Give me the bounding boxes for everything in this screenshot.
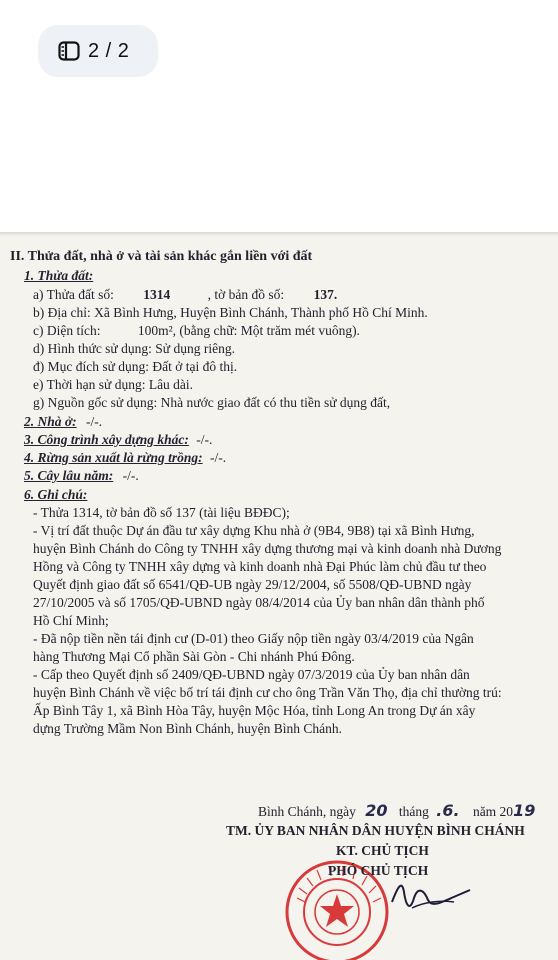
parcel-number: 1314 [143,287,171,302]
note-line: Ấp Bình Tây 1, xã Bình Hòa Tây, huyện Mộc Hóa, tỉnh Long An trong Dự án xây [33,703,476,718]
item3-heading: 3. Công trình xây dựng khác: [24,432,189,447]
note-line: - Đã nộp tiền nền tái định cư (D-01) theo Giấy nộp tiền ngày 03/4/2019 của Ngân [33,631,474,646]
signing-month: .6. [436,801,460,820]
signing-place-label: Bình Chánh, ngày [258,804,356,819]
page-edge [0,232,558,236]
signing-year-label: năm 20 [472,804,514,819]
signing-day: 20 [365,801,388,820]
item4-value: -/-. [209,450,227,465]
document-page [0,232,558,960]
note-line: Hồng và Công ty TNHH xây dựng và kinh doanh nhà Đại Phúc làm chủ đầu tư theo [33,559,487,574]
section-title: II. Thửa đất, nhà ở và tài sản khác gắn liền với đất [10,249,313,264]
note-line: 27/10/2005 và số 1705/QĐ-UBND ngày 08/4/2014 của Ủy ban nhân dân thành phố [33,595,485,610]
note-line: huyện Bình Chánh về việc bố trí tái định cư cho ông Trần Văn Thọ, địa chỉ thường trú: [33,685,502,700]
item4-heading: 4. Rừng sản xuất là rừng trồng: [24,450,203,465]
parcel-label: a) Thửa đất số: [33,287,114,302]
area-label: c) Diện tích: [33,323,101,338]
item2-row [24,413,102,431]
page-indicator-button[interactable] [38,25,158,77]
item2-value: -/-. [86,414,103,429]
signing-year: 19 [513,801,536,820]
usage-form-row: d) Hình thức sử dụng: Sử dụng riêng. [33,341,235,356]
item5-value: -/-. [122,468,139,483]
note-line: huyện Bình Chánh do Công ty TNHH xây dựng thương mại và kinh doanh nhà Dương [33,541,502,556]
note-line: - Thửa 1314, tờ bản đồ số 137 (tài liệu BĐĐC); [33,505,290,520]
usage-term-row: e) Thời hạn sử dụng: Lâu dài. [33,377,194,392]
note-line: Quyết định giao đất số 6541/QĐ-UB ngày 29/12/2004, số 5508/QĐ-UBND ngày [33,577,472,592]
signing-kt: KT. CHỦ TỊCH [336,843,429,858]
area-row [33,322,360,340]
map-sheet-number: 137. [313,287,338,302]
item1-heading: 1. Thửa đất: [24,268,94,283]
signing-date [258,802,535,821]
book-pages-icon [58,41,80,61]
item4-row [24,449,226,467]
note-line: Hồ Chí Minh; [33,613,109,628]
item6-heading: 6. Ghi chú: [24,487,88,502]
item2-heading: 2. Nhà ở: [24,414,77,429]
item3-row [24,431,212,449]
address-row: b) Địa chỉ: Xã Bình Hưng, Huyện Bình Chánh, Thành phố Hồ Chí Minh. [33,305,428,320]
item5-heading: 5. Cây lâu năm: [24,468,114,483]
parcel-number-row [33,286,337,304]
handwritten-signature [384,872,474,916]
signing-month-label: tháng [398,804,429,819]
area-value: 100m², (bằng chữ: Một trăm mét vuông). [137,323,360,338]
signing-role: PHÓ CHỦ TỊCH [328,863,429,878]
page-indicator-label: 2 / 2 [88,39,130,62]
note-line: - Vị trí đất thuộc Dự án đầu tư xây dựng Khu nhà ở (9B4, 9B8) tại xã Bình Hưng, [33,523,475,538]
signing-authority: TM. ỦY BAN NHÂN DÂN HUYỆN BÌNH CHÁNH [226,823,525,838]
viewer-top-bar [0,0,558,230]
origin-row: g) Nguồn gốc sử dụng: Nhà nước giao đất có thu tiền sử dụng đất, [33,395,391,410]
usage-purpose-row: đ) Mục đích sử dụng: Đất ở tại đô thị. [33,359,238,374]
note-line: dựng Trường Mầm Non Bình Chánh, huyện Bình Chánh. [33,721,343,736]
map-sheet-label: , tờ bản đồ số: [207,287,285,302]
note-line: hàng Thương Mại Cổ phần Sài Gòn - Chi nhánh Phú Đông. [33,649,355,664]
note-line: - Cấp theo Quyết định số 2409/QĐ-UBND ngày 07/3/2019 của Ủy ban nhân dân [33,667,470,682]
item3-value: -/-. [196,432,213,447]
item5-row [24,467,139,485]
